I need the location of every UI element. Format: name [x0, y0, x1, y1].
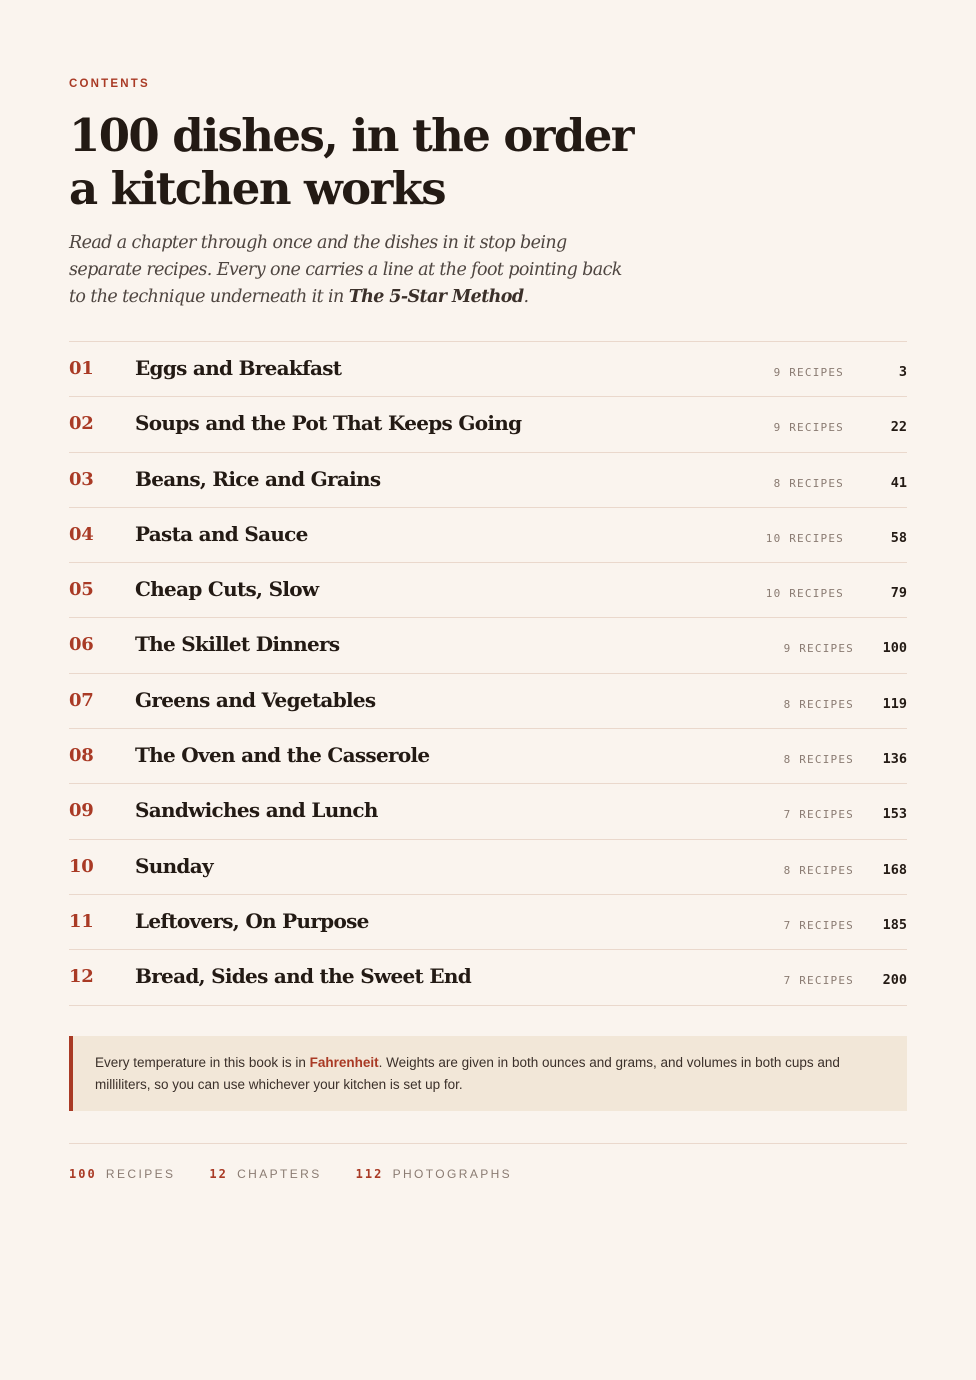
table-of-contents	[69, 341, 907, 1006]
page-title	[69, 109, 689, 215]
stat-number: 100	[69, 1167, 97, 1181]
stat-number: 12	[209, 1167, 228, 1181]
page-number: 22	[890, 419, 907, 436]
note-line	[95, 1052, 881, 1074]
chapter-number: 10	[69, 855, 94, 877]
page-number: 136	[882, 751, 907, 768]
chapter-row[interactable]	[69, 840, 907, 895]
stat-label: RECIPES	[105, 1167, 176, 1181]
stat-photographs	[356, 1167, 512, 1181]
chapter-title[interactable]: Cheap Cuts, Slow	[135, 577, 319, 602]
chapter-title[interactable]: Bread, Sides and the Sweet End	[135, 964, 472, 989]
stat-chapters	[209, 1167, 321, 1181]
chapter-number: 05	[69, 579, 94, 601]
recipe-count: 9 RECIPES	[773, 421, 844, 435]
stat-label: PHOTOGRAPHS	[392, 1167, 513, 1181]
page-number: 200	[882, 972, 907, 989]
page-number: 58	[890, 529, 907, 546]
chapter-title[interactable]: Sunday	[135, 853, 213, 878]
intro-line: separate recipes. Every one carries a line at the foot pointing back	[69, 260, 622, 280]
note-text: Every temperature in this book is in	[95, 1055, 310, 1070]
page-number: 168	[882, 861, 907, 878]
page-number: 79	[890, 585, 907, 602]
recipe-count: 7 RECIPES	[783, 808, 854, 822]
footer-divider	[69, 1143, 907, 1144]
stat-number: 112	[355, 1167, 384, 1181]
chapter-row[interactable]	[69, 618, 907, 673]
page-number: 185	[882, 916, 907, 933]
chapter-row[interactable]	[69, 508, 907, 563]
chapter-title[interactable]: Greens and Vegetables	[135, 687, 376, 712]
page-number: 100	[882, 640, 907, 657]
chapter-title[interactable]: The Oven and the Casserole	[135, 743, 430, 768]
page-number: 119	[882, 695, 907, 712]
chapter-row[interactable]	[69, 895, 907, 950]
chapter-number: 09	[69, 800, 94, 822]
chapter-number: 04	[69, 523, 94, 545]
recipe-count: 7 RECIPES	[783, 974, 854, 988]
page-number: 153	[882, 806, 907, 823]
recipe-count: 10 RECIPES	[765, 587, 844, 601]
book-title-reference[interactable]: The 5-Star Method	[348, 287, 524, 307]
note-highlight: Fahrenheit	[309, 1055, 379, 1070]
page-number: 3	[898, 364, 907, 380]
recipe-count: 9 RECIPES	[773, 366, 844, 379]
chapter-title[interactable]: Beans, Rice and Grains	[135, 466, 381, 491]
stat-recipes	[69, 1167, 175, 1181]
chapter-number: 08	[69, 745, 94, 767]
chapter-number: 07	[69, 689, 94, 711]
chapter-row[interactable]	[69, 729, 907, 784]
title-line: 100 dishes, in the order	[69, 109, 633, 162]
chapter-number: 03	[69, 468, 94, 490]
section-kicker: CONTENTS	[69, 78, 150, 90]
chapter-title[interactable]: Leftovers, On Purpose	[135, 908, 369, 933]
title-line: a kitchen works	[69, 162, 445, 215]
chapter-row[interactable]	[69, 674, 907, 729]
intro-paragraph	[69, 230, 629, 311]
book-stats	[69, 1167, 546, 1181]
recipe-count: 8 RECIPES	[773, 476, 844, 490]
recipe-count: 8 RECIPES	[783, 697, 854, 711]
note-text: . Weights are given in both ounces and grams, and volumes in both cups and	[378, 1055, 840, 1070]
units-note-callout	[69, 1036, 907, 1111]
recipe-count: 7 RECIPES	[783, 918, 854, 932]
intro-line	[69, 284, 629, 311]
chapter-row[interactable]	[69, 563, 907, 618]
chapter-title[interactable]: Sandwiches and Lunch	[135, 798, 378, 823]
chapter-row[interactable]	[69, 453, 907, 508]
intro-text: .	[523, 287, 529, 307]
chapter-title[interactable]: Pasta and Sauce	[135, 521, 308, 546]
chapter-number: 02	[69, 413, 94, 435]
chapter-title[interactable]: Soups and the Pot That Keeps Going	[135, 411, 522, 436]
chapter-row[interactable]	[69, 397, 907, 452]
chapter-number: 01	[69, 358, 94, 379]
recipe-count: 9 RECIPES	[783, 642, 854, 656]
chapter-row[interactable]	[69, 342, 907, 397]
stat-label: CHAPTERS	[237, 1167, 322, 1181]
chapter-number: 12	[69, 966, 94, 988]
chapter-number: 06	[69, 634, 94, 656]
chapter-title[interactable]: Eggs and Breakfast	[135, 356, 342, 380]
page-number: 41	[890, 474, 907, 491]
recipe-count: 10 RECIPES	[765, 531, 844, 545]
note-line: milliliters, so you can use whichever your kitchen is set up for.	[95, 1077, 463, 1092]
intro-line: Read a chapter through once and the dishes in it stop being	[69, 233, 567, 253]
recipe-count: 8 RECIPES	[783, 863, 854, 877]
chapter-row[interactable]	[69, 950, 907, 1005]
chapter-row[interactable]	[69, 784, 907, 839]
intro-text: to the technique underneath it in	[69, 287, 349, 307]
chapter-title[interactable]: The Skillet Dinners	[135, 632, 340, 657]
recipe-count: 8 RECIPES	[783, 753, 854, 767]
chapter-number: 11	[69, 910, 94, 932]
